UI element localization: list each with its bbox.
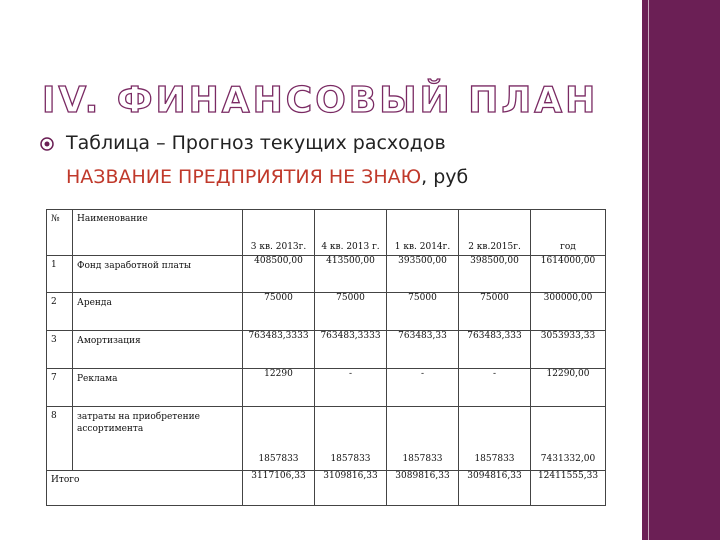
row-value: 12290,00 (531, 369, 606, 407)
row-value: 12290 (243, 369, 315, 407)
row-name: Аренда (77, 298, 112, 308)
row-value: 413500,00 (315, 256, 387, 293)
slide-title-text: IV. ФИНАНСОВЫЙ ПЛАН (42, 80, 599, 121)
row-value: 763483,3333 (315, 331, 387, 369)
header-num: № (51, 214, 60, 224)
row-value: 763483,333 (459, 331, 531, 369)
currency-suffix: , руб (421, 166, 469, 188)
row-name-cell (73, 369, 243, 407)
row-num-cell (47, 407, 73, 471)
row-name-cell (73, 331, 243, 369)
row-name: Фонд заработной платы (77, 261, 192, 271)
row-value: 1857833 (387, 407, 459, 471)
row-value: 75000 (243, 293, 315, 331)
row-value: 75000 (315, 293, 387, 331)
decorative-side-bar (642, 0, 720, 540)
table-header-row (47, 210, 606, 256)
row-num: 2 (51, 297, 57, 307)
expense-forecast-table (46, 209, 606, 506)
row-value: 393500,00 (387, 256, 459, 293)
table-row (47, 293, 606, 331)
row-name: Реклама (77, 374, 118, 384)
row-value: 763483,3333 (243, 331, 315, 369)
header-name-cell (73, 210, 243, 256)
table-row (47, 407, 606, 471)
row-value: - (387, 369, 459, 407)
header-col-year: год (531, 210, 606, 256)
table-row (47, 331, 606, 369)
header-name: Наименование (77, 214, 148, 224)
row-value: 300000,00 (531, 293, 606, 331)
total-label-cell (47, 471, 243, 506)
row-value: 408500,00 (243, 256, 315, 293)
row-num: 3 (51, 335, 57, 345)
side-bar-divider (648, 0, 649, 540)
row-value: 1857833 (315, 407, 387, 471)
row-num: 1 (51, 260, 57, 270)
company-name-placeholder: НАЗВАНИЕ ПРЕДПРИЯТИЯ НЕ ЗНАЮ (66, 166, 422, 188)
header-num-cell (47, 210, 73, 256)
slide-title (40, 72, 640, 122)
row-num: 7 (51, 373, 57, 383)
row-value: 7431332,00 (531, 407, 606, 471)
total-value: 3089816,33 (387, 471, 459, 506)
row-value: - (315, 369, 387, 407)
bullet-icon (40, 137, 54, 151)
row-value: 398500,00 (459, 256, 531, 293)
total-value: 12411555,33 (531, 471, 606, 506)
table-row (47, 256, 606, 293)
row-value: 1857833 (459, 407, 531, 471)
row-name: затраты на приобретение ассортимента (77, 412, 200, 434)
row-value: - (459, 369, 531, 407)
total-value: 3094816,33 (459, 471, 531, 506)
total-value: 3109816,33 (315, 471, 387, 506)
row-name-cell (73, 256, 243, 293)
row-value: 1857833 (243, 407, 315, 471)
subtitle-line1: Таблица – Прогноз текущих расходов (66, 132, 446, 154)
row-value: 763483,33 (387, 331, 459, 369)
total-label: Итого (51, 475, 80, 485)
row-num-cell (47, 331, 73, 369)
row-num-cell (47, 293, 73, 331)
header-col-q1-2014: 1 кв. 2014г. (387, 210, 459, 256)
row-value: 1614000,00 (531, 256, 606, 293)
table-row (47, 369, 606, 407)
header-col-q3-2013: 3 кв. 2013г. (243, 210, 315, 256)
row-num: 8 (51, 411, 57, 421)
row-num-cell (47, 369, 73, 407)
row-name: Амортизация (77, 336, 141, 346)
header-col-q2-2015: 2 кв.2015г. (459, 210, 531, 256)
total-value: 3117106,33 (243, 471, 315, 506)
table-total-row (47, 471, 606, 506)
subtitle-line2 (66, 166, 468, 188)
header-col-q4-2013: 4 кв. 2013 г. (315, 210, 387, 256)
row-value: 75000 (387, 293, 459, 331)
row-name-cell (73, 293, 243, 331)
row-num-cell (47, 256, 73, 293)
row-value: 75000 (459, 293, 531, 331)
row-name-cell (73, 407, 243, 471)
row-value: 3053933,33 (531, 331, 606, 369)
